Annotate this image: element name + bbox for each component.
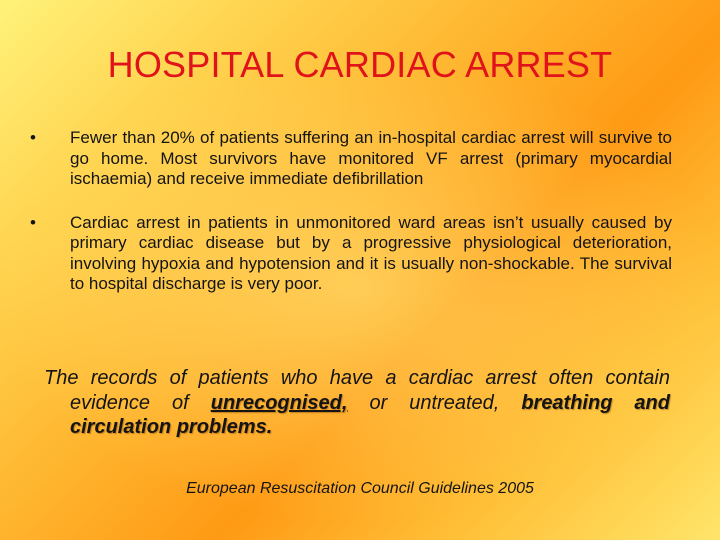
bullet-text: Fewer than 20% of patients suffering an in-hospital cardiac arrest will survive to go home. Most survivors have monitored VF arrest (primary myocardial ischaemia) and receive immediate defibrillation — [70, 128, 672, 188]
key-statement-lead: The records of patients who have a cardiac arrest often contain evidence of — [44, 367, 670, 414]
bullet-list — [28, 128, 672, 318]
key-statement — [44, 366, 670, 440]
bullet-marker: • — [30, 212, 36, 232]
emphasis-unrecognised: unrecognised, — [210, 391, 348, 414]
emphasis-problems: breathing and circulation problems. — [70, 391, 670, 438]
bullet-item — [28, 213, 672, 295]
bullet-item — [28, 128, 672, 190]
bullet-marker: • — [30, 128, 36, 147]
slide-title: HOSPITAL CARDIAC ARREST — [107, 44, 613, 85]
citation: European Resuscitation Council Guidelines 2005 — [186, 480, 534, 497]
key-statement-body — [44, 366, 670, 440]
bullet-text: Cardiac arrest in patients in unmonitored ward areas isn’t usually caused by primary cardiac disease but by a progressive physiological deterioration, involving hypoxia and hypotension and it is usually non-shockable. The survival to hospital discharge is very poor. — [70, 212, 672, 293]
key-statement-middle: or untreated, — [347, 391, 522, 414]
